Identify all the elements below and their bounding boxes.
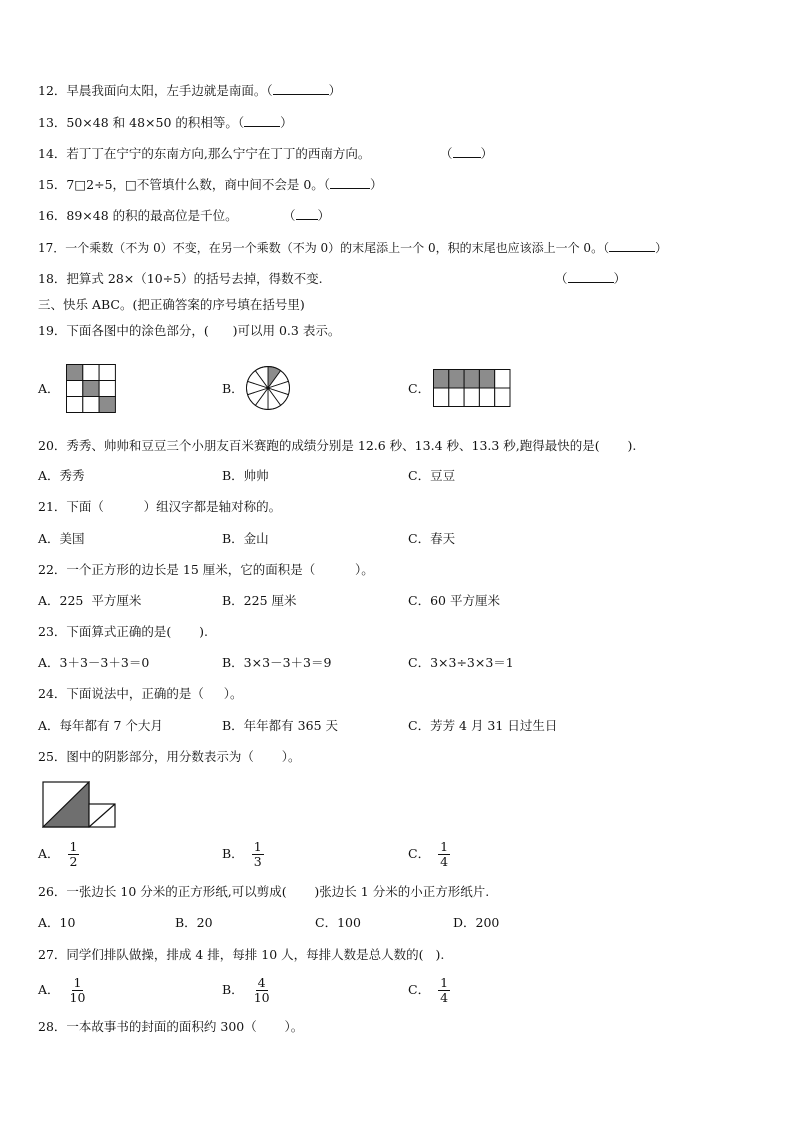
q19-option-b-circle [245,365,291,411]
question-14-answer: （ ） [440,146,494,161]
question-17-text: 17．一个乘数（不为 0）不变，在另一个乘数（不为 0）的末尾添上一个 0，积的末尾也应该添上一个 0。（ [38,241,610,255]
q24-option-a[interactable]: A．每年都有 7 个大月 [38,718,163,733]
question-19: 19．下面各图中的涂色部分，( )可以用 0.3 表示。 [38,323,341,338]
q19-option-c-label[interactable]: C． [408,381,431,396]
q21-option-c[interactable]: C．春天 [408,531,456,546]
question-16-text: 16．89×48 的积的最高位是千位。 [38,208,238,223]
q19-option-a-label[interactable]: A． [38,381,60,396]
question-13: 13．50×48 和 48×50 的积相等。（ ） [38,115,293,130]
q25-option-b[interactable]: B． $\frac{1}{3}$ [222,839,262,869]
question-15: 15．7□2÷5，□不管填什么数，商中间不会是 0。（ ） [38,177,383,192]
q22-option-a[interactable]: A．225 平方厘米 [38,593,142,608]
question-26: 26．一张边长 10 分米的正方形纸,可以剪成( )张边长 1 分米的小正方形纸片. [38,884,490,899]
answer-blank[interactable] [568,271,614,283]
question-16-answer: （ ） [283,208,331,223]
question-20: 20．秀秀、帅帅和豆豆三个小朋友百米赛跑的成绩分别是 12.6 秒、13.4 秒、13.3 秒,跑得最快的是( ). [38,438,637,453]
fraction: $\frac{4}{10}$ [253,975,270,1005]
answer-blank[interactable] [330,177,370,189]
question-24: 24．下面说法中，正确的是（ ）。 [38,686,243,701]
q26-option-b[interactable]: B．20 [175,915,213,930]
q19-option-c-grid [433,369,513,409]
question-13-text: 13．50×48 和 48×50 的积相等。（ [38,115,245,130]
fraction: $\frac{1}{10}$ [69,975,86,1005]
q23-option-b[interactable]: B．3×3－3＋3＝9 [222,655,332,670]
section-3-heading: 三、快乐 ABC。(把正确答案的序号填在括号里) [38,297,305,312]
answer-blank[interactable] [273,83,329,95]
fraction: $\frac{1}{4}$ [440,839,449,869]
answer-blank[interactable] [453,146,481,158]
question-14 [38,146,370,162]
q22-option-b[interactable]: B．225 厘米 [222,593,297,608]
answer-blank[interactable] [244,115,280,127]
question-28: 28．一本故事书的封面的面积约 300（ ）。 [38,1019,304,1034]
question-15-text: 15．7□2÷5，□不管填什么数，商中间不会是 0。（ [38,177,331,192]
question-18 [38,271,323,287]
question-27: 27．同学们排队做操，排成 4 排，每排 10 人，每排人数是总人数的( ). [38,947,445,962]
question-18-answer: （ ） [555,271,627,286]
q27-option-c[interactable]: C． $\frac{1}{4}$ [408,975,449,1005]
q19-option-a-grid [66,364,118,414]
question-16 [38,208,238,224]
q25-option-a[interactable]: A． $\frac{1}{2}$ [38,839,78,869]
q26-option-d[interactable]: D．200 [453,915,500,930]
q23-option-a[interactable]: A．3＋3－3＋3＝0 [38,655,150,670]
q19-option-b-label[interactable]: B． [222,381,244,396]
q25-option-c[interactable]: C． $\frac{1}{4}$ [408,839,449,869]
question-25: 25．图中的阴影部分，用分数表示为（ ）。 [38,749,301,764]
q27-option-b[interactable]: B． $\frac{4}{10}$ [222,975,270,1005]
fraction: $\frac{1}{2}$ [69,839,78,869]
answer-blank[interactable] [296,208,318,220]
q20-option-b[interactable]: B．帅帅 [222,468,269,483]
question-14-text: 14．若丁丁在宁宁的东南方向,那么宁宁在丁丁的西南方向。 [38,146,371,161]
q26-option-a[interactable]: A．10 [38,915,76,930]
q20-option-c[interactable]: C．豆豆 [408,468,456,483]
answer-blank[interactable] [609,240,655,252]
q23-option-c[interactable]: C．3×3÷3×3＝1 [408,655,514,670]
question-18-text: 18．把算式 28×（10÷5）的括号去掉，得数不变. [38,271,323,286]
fraction: $\frac{1}{4}$ [440,975,449,1005]
question-22: 22．一个正方形的边长是 15 厘米，它的面积是（ ）。 [38,562,374,577]
q21-option-a[interactable]: A．美国 [38,531,85,546]
q25-triangle-figure [42,781,118,829]
question-12: 12．早晨我面向太阳，左手边就是南面。（ ） [38,83,342,98]
q20-option-a[interactable]: A．秀秀 [38,468,85,483]
q22-option-c[interactable]: C．60 平方厘米 [408,593,500,608]
q24-option-c[interactable]: C．芳芳 4 月 31 日过生日 [408,718,558,733]
q24-option-b[interactable]: B．年年都有 365 天 [222,718,338,733]
question-23: 23．下面算式正确的是( ). [38,624,208,639]
question-21: 21．下面（ ）组汉字都是轴对称的。 [38,499,282,514]
q27-option-a[interactable]: A． $\frac{1}{10}$ [38,975,86,1005]
q21-option-b[interactable]: B．金山 [222,531,269,546]
q26-option-c[interactable]: C．100 [315,915,361,930]
fraction: $\frac{1}{3}$ [253,839,262,869]
question-17: 17．一个乘数（不为 0）不变，在另一个乘数（不为 0）的末尾添上一个 0，积的末尾也应该添上一个 0。（ ） [38,241,668,255]
question-12-text: 12．早晨我面向太阳，左手边就是南面。（ [38,83,273,98]
